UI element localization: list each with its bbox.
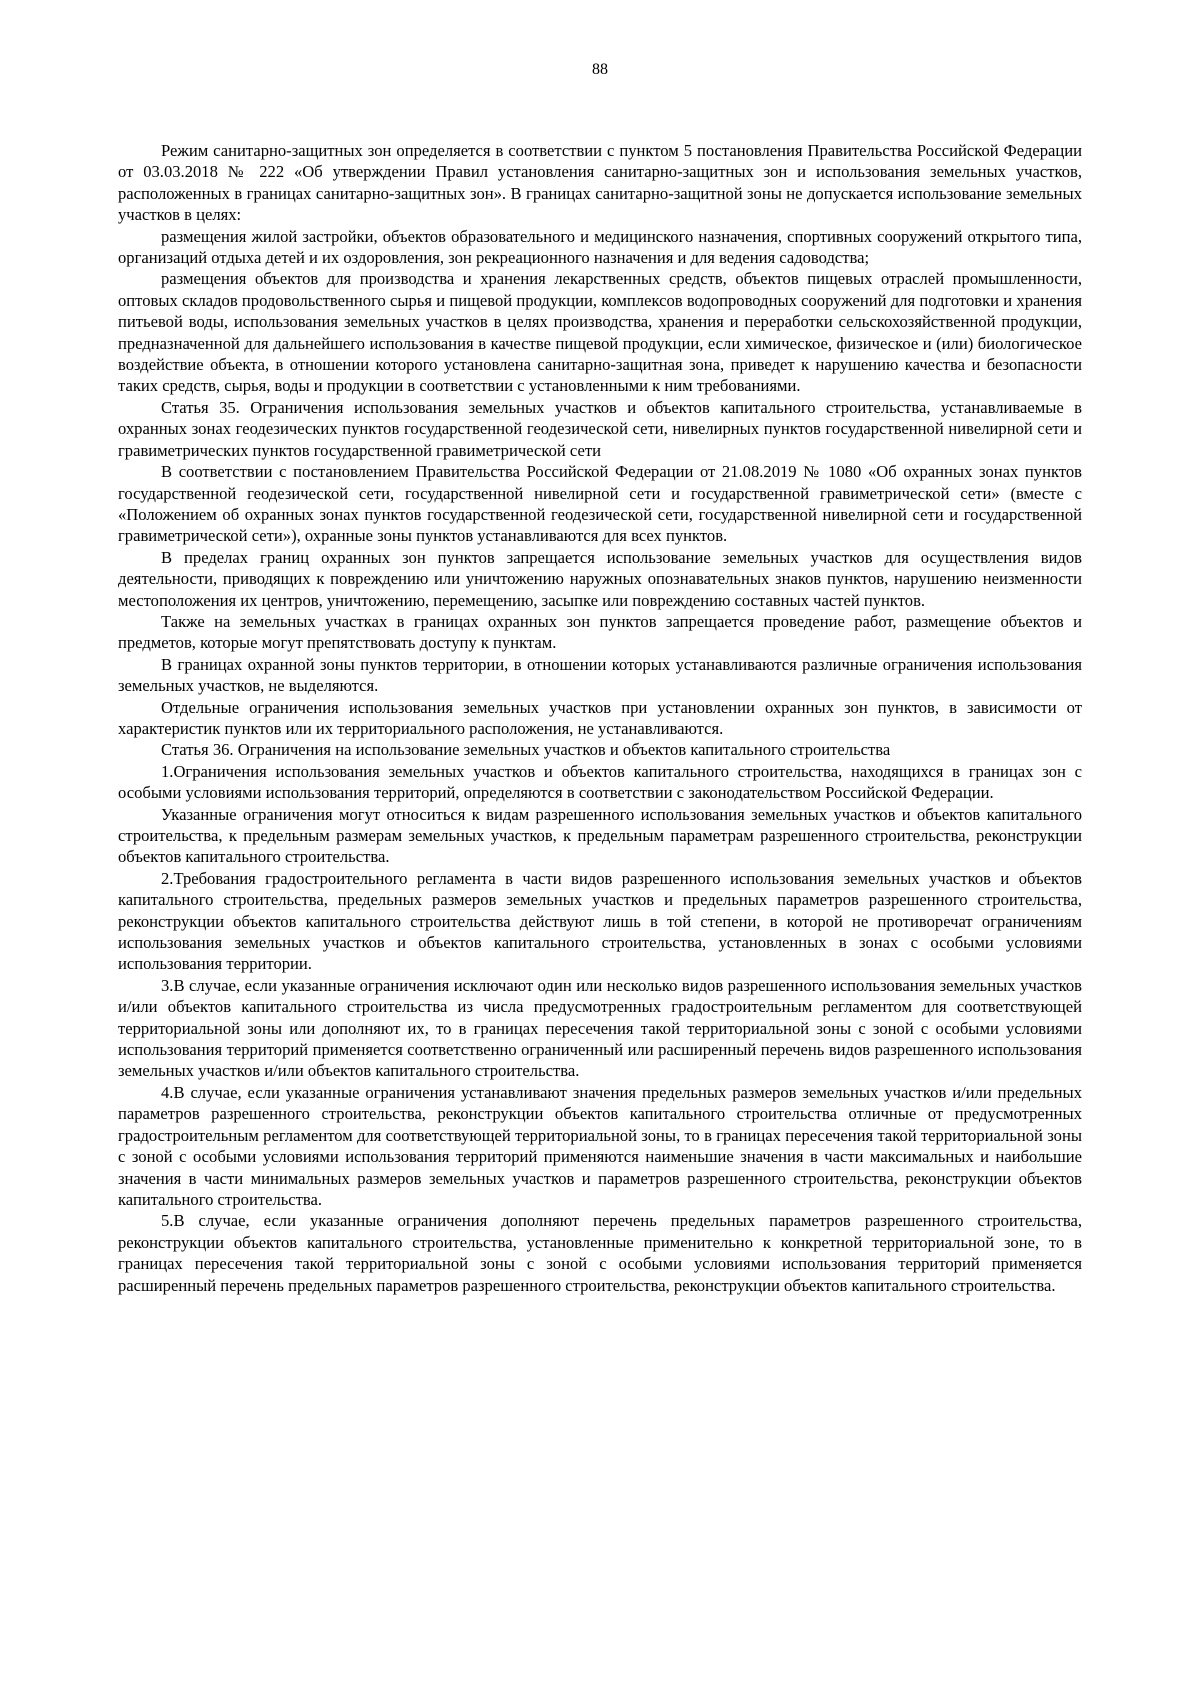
paragraph: 4.В случае, если указанные ограничения устанавливают значения предельных размеров земельных участков и/или предельных параметров разрешенного строительства, реконструкции объектов капитального строительства отличные от предусмотренных градостроительным регламентом для соответствующей территориальной зоны, то в границах пересечения такой территориальной зоны с зоной с особыми условиями использования территорий применяются наименьшие значения в части максимальных и наибольшие значения в части минимальных размеров земельных участков и параметров разрешенного строительства, реконструкции объектов капитального строительства. (118, 1082, 1082, 1209)
page-number: 88 (592, 61, 608, 78)
paragraph: размещения объектов для производства и хранения лекарственных средств, объектов пищевых отраслей промышленности, оптовых складов продовольственного сырья и пищевой продукции, комплексов водопроводных сооружений для подготовки и хранения питьевой воды, использования земельных участков в целях производства, хранения и переработки сельскохозяйственной продукции, предназначенной для дальнейшего использования в качестве пищевой продукции, если химическое, физическое и (или) биологическое воздействие объекта, в отношении которого установлена санитарно-защитная зона, приведет к нарушению качества и безопасности таких средств, сырья, воды и продукции в соответствии с установленными к ним требованиями. (118, 269, 1082, 396)
paragraph: В соответствии с постановлением Правительства Российской Федерации от 21.08.2019 № 1080 «Об охранных зонах пунктов государственной геодезической сети, государственной нивелирной сети и государственной гравиметрической сети» (вместе с «Положением об охранных зонах пунктов государственной геодезической сети, государственной нивелирной сети и государственной гравиметрической сети»), охранные зоны пунктов устанавливаются для всех пунктов. (118, 462, 1082, 546)
paragraph: Также на земельных участках в границах охранных зон пунктов запрещается проведение работ, размещение объектов и предметов, которые могут препятствовать доступу к пунктам. (118, 611, 1082, 653)
paragraph: Отдельные ограничения использования земельных участков при установлении охранных зон пунктов, в зависимости от характеристик пунктов или их территориального расположения, не устанавливаются. (118, 697, 1082, 738)
paragraph: Режим санитарно-защитных зон определяется в соответствии с пунктом 5 постановления Правительства Российской Федерации от 03.03.2018 № 222 «Об утверждении Правил установления санитарно-защитных зон и использования земельных участков, расположенных в границах санитарно-защитных зон». В границах санитарно-защитной зоны не допускается использование земельных участков в целях: (118, 141, 1082, 225)
paragraph: 2.Требования градостроительного регламента в части видов разрешенного использования земельных участков и объектов капитального строительства, предельных размеров земельных участков и предельных параметров разрешенного строительства, реконструкции объектов капитального строительства действуют лишь в той степени, в которой не противоречат ограничениям использования земельных участков и объектов капитального строительства, установленных в зонах с особыми условиями использования территории. (118, 868, 1082, 974)
paragraph: размещения жилой застройки, объектов образовательного и медицинского назначения, спортивных сооружений открытого типа, организаций отдыха детей и их оздоровления, зон рекреационного назначения и для ведения садоводства; (118, 226, 1082, 268)
article-36-heading: Статья 36. Ограничения на использование земельных участков и объектов капитального строительства (161, 740, 891, 760)
article-35-heading: Статья 35. Ограничения использования земельных участков и объектов капитального строительства, устанавливаемые в охранных зонах геодезических пунктов государственной геодезической сети, нивелирных пунктов государственной нивелирной сети и гравиметрических пунктов государственной гравиметрической сети (118, 397, 1082, 460)
paragraph: 1.Ограничения использования земельных участков и объектов капитального строительства, находящихся в границах зон с особыми условиями использования территорий, определяются в соответствии с законодательством Российской Федерации. (118, 761, 1082, 803)
paragraph: Указанные ограничения могут относиться к видам разрешенного использования земельных участков и объектов капитального строительства, к предельным размерам земельных участков, к предельным параметрам разрешенного строительства, реконструкции объектов капитального строительства. (118, 804, 1082, 867)
paragraph: 3.В случае, если указанные ограничения исключают один или несколько видов разрешенного использования земельных участков и/или объектов капитального строительства из числа предусмотренных градостроительным регламентом для соответствующей территориальной зоны или дополняют их, то в границах пересечения такой территориальной зоны с зоной с особыми условиями использования территорий применяется соответственно ограниченный или расширенный перечень видов разрешенного использования земельных участков и/или объектов капитального строительства. (118, 975, 1082, 1081)
paragraph: В границах охранной зоны пунктов территории, в отношении которых устанавливаются различные ограничения использования земельных участков, не выделяются. (118, 654, 1082, 696)
paragraph: В пределах границ охранных зон пунктов запрещается использование земельных участков для осуществления видов деятельности, приводящих к повреждению или уничтожению наружных опознавательных знаков пунктов, нарушению неизменности местоположения их центров, уничтожению, перемещению, засыпке или повреждению составных частей пунктов. (118, 547, 1082, 610)
document-body (118, 140, 1082, 1296)
paragraph: 5.В случае, если указанные ограничения дополняют перечень предельных параметров разрешенного строительства, реконструкции объектов капитального строительства, установленные применительно к конкретной территориальной зоне, то в границах пересечения такой территориальной зоны с зоной с особыми условиями использования территорий применяется расширенный перечень предельных параметров разрешенного строительства, реконструкции объектов капитального строительства. (118, 1211, 1082, 1295)
